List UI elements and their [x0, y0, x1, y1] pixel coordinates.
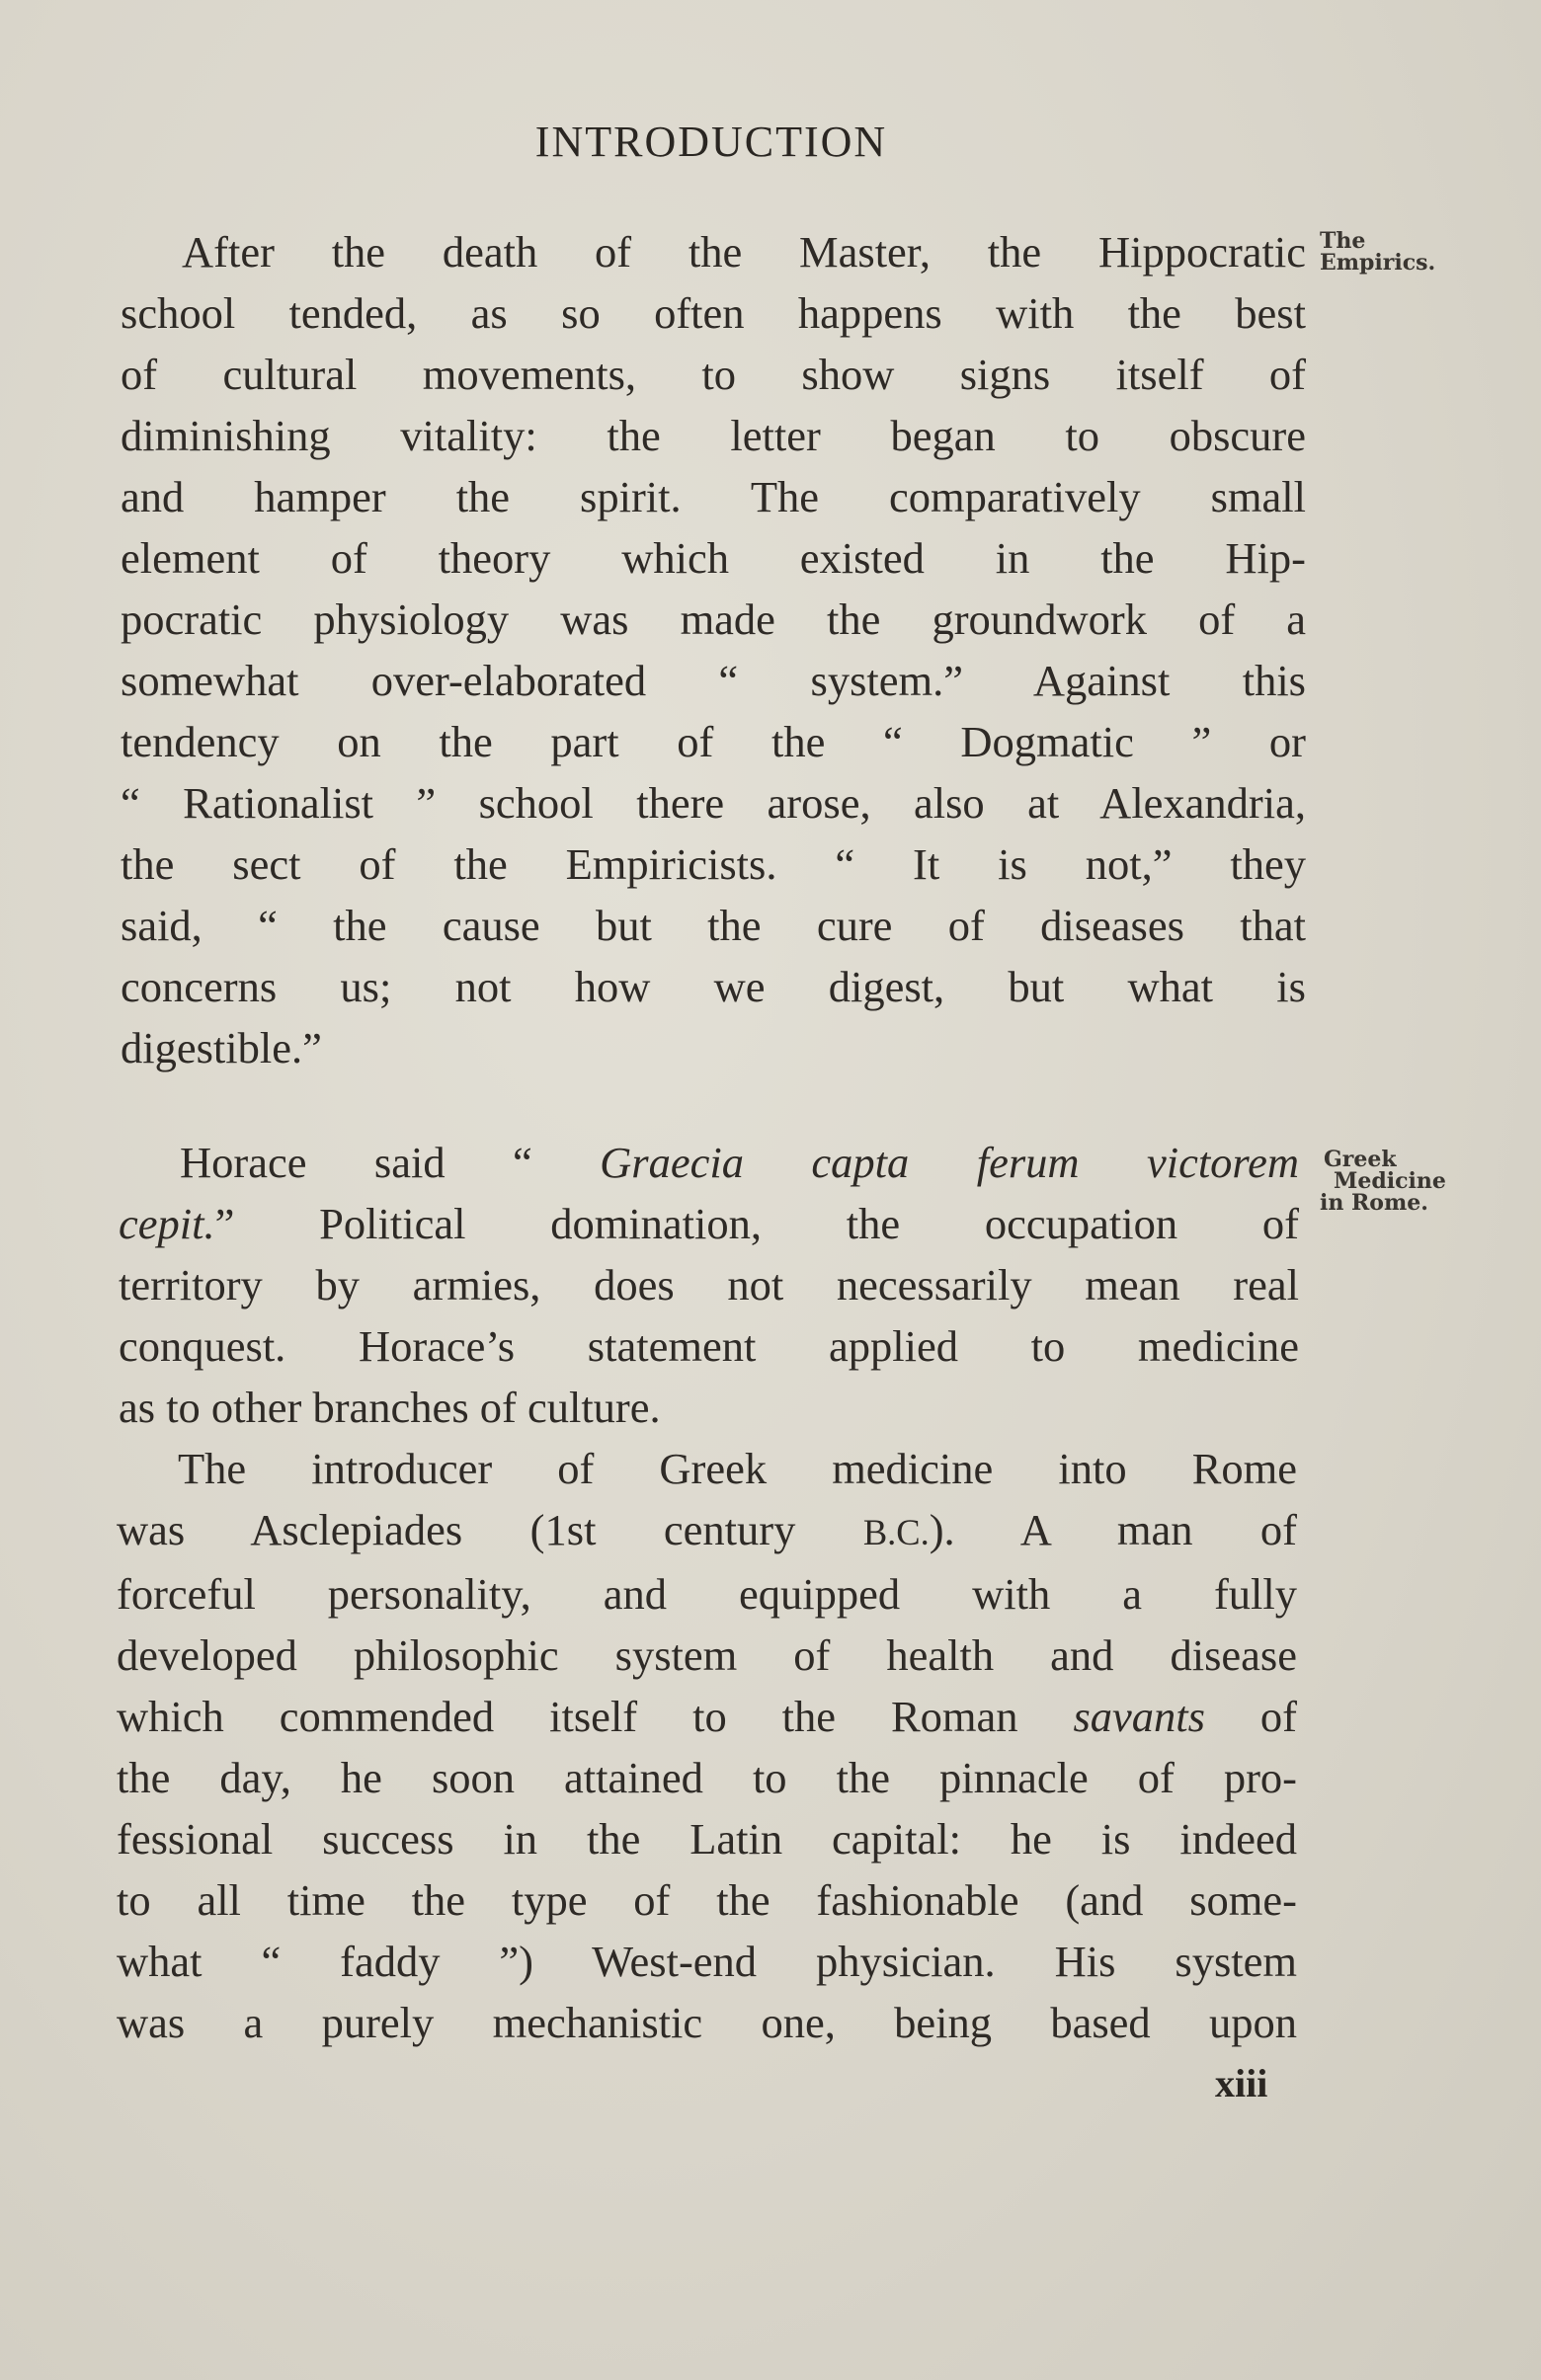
- text-line: was a purely mechanistic one, being based upon: [117, 1998, 1297, 2047]
- text-line: fessional success in the Latin capital: he is indeed: [117, 1814, 1297, 1864]
- text-line: as to other branches of culture.: [119, 1383, 661, 1432]
- text-line: and hamper the spirit. The comparatively small: [121, 472, 1306, 521]
- paragraph-horace: [119, 1132, 1299, 1438]
- text-line: the day, he soon attained to the pinnacle of pro-: [117, 1753, 1297, 1802]
- text-line: pocratic physiology was made the groundwork of a: [121, 595, 1306, 644]
- margin-note-line: Medicine: [1334, 1168, 1446, 1194]
- text-line: element of theory which existed in the Hip-: [121, 533, 1306, 583]
- text-line: somewhat over-elaborated “ system.” Against this: [121, 656, 1306, 705]
- text-line: was Asclepiades (1st century B.C.). A man of: [117, 1505, 1297, 1554]
- text-line: forceful personality, and equipped with a fully: [117, 1569, 1297, 1619]
- margin-note-empirics: [1320, 229, 1435, 275]
- text-line: “ Rationalist ” school there arose, also at Alexandria,: [121, 778, 1306, 828]
- text-line: After the death of the Master, the Hippocratic: [182, 227, 1306, 277]
- margin-note-line: in Rome.: [1320, 1190, 1428, 1216]
- text-line: said, “ the cause but the cure of diseases that: [121, 901, 1306, 950]
- text-line: Horace said “ Graecia capta ferum victorem: [180, 1138, 1299, 1187]
- text-line: the sect of the Empiricists. “ It is not,” they: [121, 839, 1306, 889]
- text-line: The introducer of Greek medicine into Rome: [178, 1444, 1297, 1493]
- text-line: cepit.” Political domination, the occupation of: [119, 1199, 1299, 1248]
- text-line: digestible.”: [121, 1023, 322, 1072]
- margin-note-line: The: [1320, 228, 1366, 254]
- paragraph-empirics: [121, 221, 1306, 1078]
- page-title: INTRODUCTION: [534, 118, 888, 166]
- text-line: school tended, as so often happens with the best: [121, 288, 1306, 338]
- text-line: tendency on the part of the “ Dogmatic ” or: [121, 717, 1306, 766]
- margin-note-line: Greek: [1324, 1147, 1397, 1172]
- text-line: developed philosophic system of health and disease: [117, 1630, 1297, 1680]
- margin-note-greek-medicine: [1320, 1148, 1446, 1215]
- text-line: to all time the type of the fashionable (and some-: [117, 1875, 1297, 1925]
- text-line: territory by armies, does not necessarily mean real: [119, 1260, 1299, 1309]
- text-line: what “ faddy ”) West-end physician. His system: [117, 1937, 1297, 1986]
- page-number: xiii: [1215, 2061, 1268, 2105]
- text-line: concerns us; not how we digest, but what is: [121, 962, 1306, 1011]
- text-line: of cultural movements, to show signs itself of: [121, 350, 1306, 399]
- text-line: conquest. Horace’s statement applied to medicine: [119, 1321, 1299, 1371]
- margin-note-line: Empirics.: [1320, 250, 1436, 276]
- text-line: which commended itself to the Roman savants of: [117, 1692, 1297, 1741]
- paragraph-asclepiades: [117, 1438, 1297, 2053]
- text-line: diminishing vitality: the letter began to obscure: [121, 411, 1306, 460]
